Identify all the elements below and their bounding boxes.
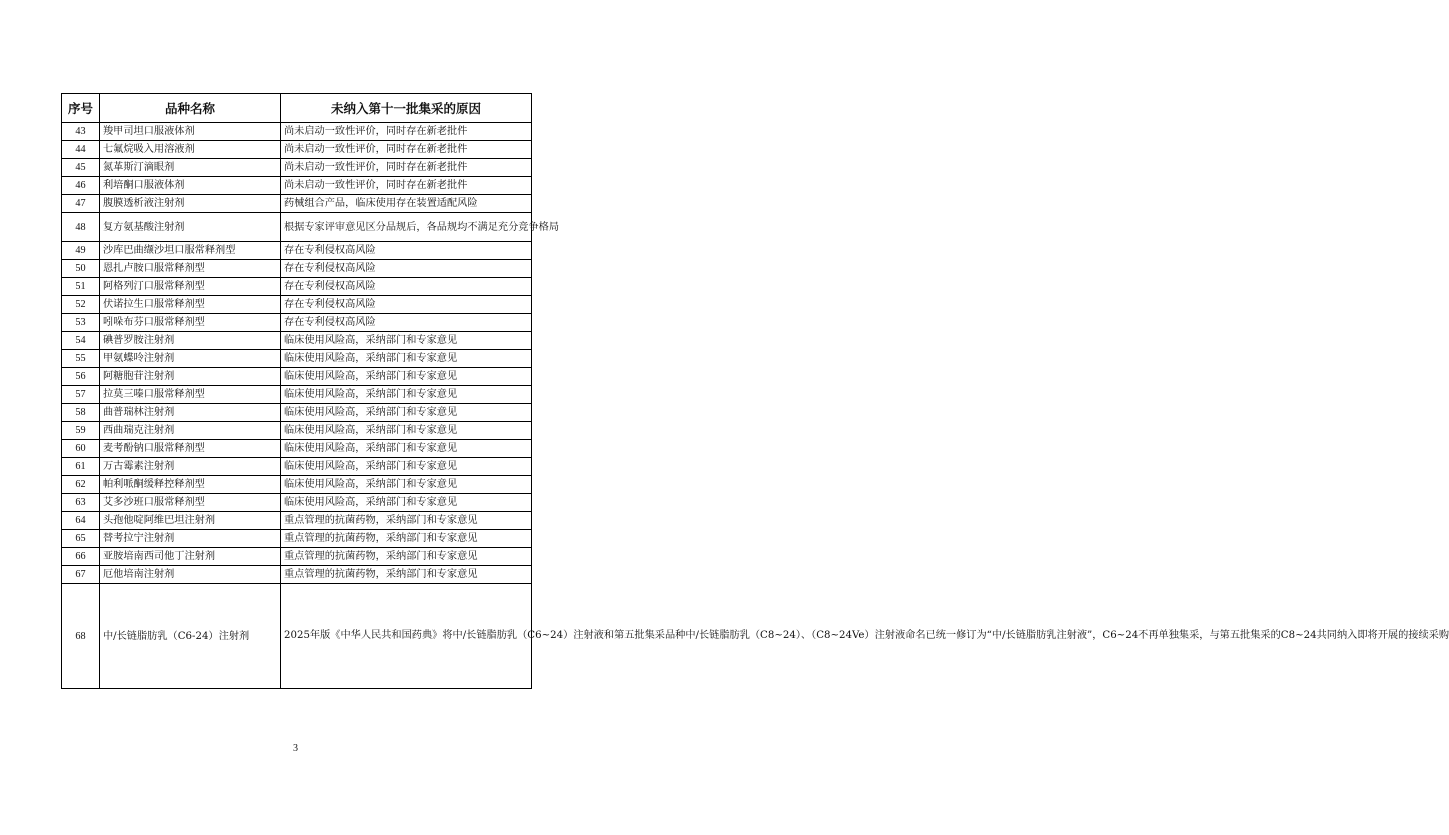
row-drug-name: 中/长链脂肪乳（C6-24）注射剂 — [100, 584, 281, 689]
table-row — [62, 278, 532, 296]
table-row — [62, 476, 532, 494]
table-row — [62, 141, 532, 159]
row-reason: 尚未启动一致性评价，同时存在新老批件 — [281, 159, 532, 177]
row-drug-name: 麦考酚钠口服常释剂型 — [100, 440, 281, 458]
table-row — [62, 440, 532, 458]
table-row — [62, 195, 532, 213]
table-row — [62, 512, 532, 530]
row-reason: 尚未启动一致性评价，同时存在新老批件 — [281, 177, 532, 195]
table-row — [62, 458, 532, 476]
row-reason: 存在专利侵权高风险 — [281, 260, 532, 278]
row-number: 47 — [62, 195, 100, 213]
row-reason: 临床使用风险高，采纳部门和专家意见 — [281, 440, 532, 458]
row-reason: 重点管理的抗菌药物，采纳部门和专家意见 — [281, 548, 532, 566]
row-reason: 存在专利侵权高风险 — [281, 278, 532, 296]
row-drug-name: 七氟烷吸入用溶液剂 — [100, 141, 281, 159]
table-row — [62, 386, 532, 404]
header-serial: 序号 — [62, 94, 100, 123]
row-drug-name: 厄他培南注射剂 — [100, 566, 281, 584]
row-reason: 临床使用风险高，采纳部门和专家意见 — [281, 332, 532, 350]
row-drug-name: 羧甲司坦口服液体剂 — [100, 123, 281, 141]
row-number: 51 — [62, 278, 100, 296]
row-number: 60 — [62, 440, 100, 458]
row-reason: 临床使用风险高，采纳部门和专家意见 — [281, 494, 532, 512]
row-reason: 存在专利侵权高风险 — [281, 314, 532, 332]
table-header-row — [62, 94, 532, 123]
table-row — [62, 177, 532, 195]
row-drug-name: 帕利哌酮缓释控释剂型 — [100, 476, 281, 494]
row-reason: 尚未启动一致性评价，同时存在新老批件 — [281, 141, 532, 159]
row-number: 53 — [62, 314, 100, 332]
row-reason: 重点管理的抗菌药物，采纳部门和专家意见 — [281, 566, 532, 584]
row-drug-name: 利培酮口服液体剂 — [100, 177, 281, 195]
row-reason: 临床使用风险高，采纳部门和专家意见 — [281, 404, 532, 422]
row-drug-name: 西曲瑞克注射剂 — [100, 422, 281, 440]
row-number: 46 — [62, 177, 100, 195]
row-drug-name: 阿格列汀口服常释剂型 — [100, 278, 281, 296]
row-drug-name: 吲哚布芬口服常释剂型 — [100, 314, 281, 332]
row-drug-name: 阿糖胞苷注射剂 — [100, 368, 281, 386]
row-number: 67 — [62, 566, 100, 584]
row-reason: 药械组合产品，临床使用存在装置适配风险 — [281, 195, 532, 213]
row-reason: 临床使用风险高，采纳部门和专家意见 — [281, 458, 532, 476]
row-reason: 存在专利侵权高风险 — [281, 296, 532, 314]
row-number: 63 — [62, 494, 100, 512]
table-row — [62, 350, 532, 368]
table-row — [62, 422, 532, 440]
row-reason: 临床使用风险高，采纳部门和专家意见 — [281, 368, 532, 386]
page-number: 3 — [293, 743, 298, 754]
row-number: 59 — [62, 422, 100, 440]
table-row — [62, 213, 532, 242]
table-row — [62, 404, 532, 422]
row-drug-name: 头孢他啶阿维巴坦注射剂 — [100, 512, 281, 530]
row-number: 49 — [62, 242, 100, 260]
row-reason: 重点管理的抗菌药物，采纳部门和专家意见 — [281, 530, 532, 548]
row-reason: 临床使用风险高，采纳部门和专家意见 — [281, 386, 532, 404]
row-reason: 尚未启动一致性评价，同时存在新老批件 — [281, 123, 532, 141]
row-number: 50 — [62, 260, 100, 278]
row-reason: 临床使用风险高，采纳部门和专家意见 — [281, 476, 532, 494]
table-row — [62, 494, 532, 512]
row-number: 43 — [62, 123, 100, 141]
row-number: 61 — [62, 458, 100, 476]
drug-table — [61, 93, 1449, 689]
row-drug-name: 伏诺拉生口服常释剂型 — [100, 296, 281, 314]
row-number: 66 — [62, 548, 100, 566]
row-drug-name: 腹膜透析液注射剂 — [100, 195, 281, 213]
row-drug-name: 碘普罗胺注射剂 — [100, 332, 281, 350]
row-drug-name: 拉莫三嗪口服常释剂型 — [100, 386, 281, 404]
row-number: 44 — [62, 141, 100, 159]
table-row — [62, 332, 532, 350]
row-drug-name: 氮革斯汀滴眼剂 — [100, 159, 281, 177]
row-number: 62 — [62, 476, 100, 494]
table-row — [62, 242, 532, 260]
row-drug-name: 恩扎卢胺口服常释剂型 — [100, 260, 281, 278]
row-reason: 根据专家评审意见区分品规后，各品规均不满足充分竞争格局 — [281, 213, 532, 242]
table-row — [62, 123, 532, 141]
row-number: 48 — [62, 213, 100, 242]
row-number: 64 — [62, 512, 100, 530]
row-reason: 重点管理的抗菌药物，采纳部门和专家意见 — [281, 512, 532, 530]
header-reason: 未纳入第十一批集采的原因 — [281, 94, 532, 123]
row-number: 55 — [62, 350, 100, 368]
row-drug-name: 沙库巴曲缬沙坦口服常释剂型 — [100, 242, 281, 260]
row-number: 45 — [62, 159, 100, 177]
row-number: 58 — [62, 404, 100, 422]
row-drug-name: 亚胺培南西司他丁注射剂 — [100, 548, 281, 566]
row-drug-name: 替考拉宁注射剂 — [100, 530, 281, 548]
row-reason: 临床使用风险高，采纳部门和专家意见 — [281, 350, 532, 368]
row-drug-name: 万古霉素注射剂 — [100, 458, 281, 476]
row-number: 65 — [62, 530, 100, 548]
row-number: 54 — [62, 332, 100, 350]
row-number: 56 — [62, 368, 100, 386]
table-row — [62, 530, 532, 548]
row-reason: 存在专利侵权高风险 — [281, 242, 532, 260]
table-row — [62, 548, 532, 566]
row-reason: 2025年版《中华人民共和国药典》将中/长链脂肪乳（C6~24）注射液和第五批集采品种中/长链脂肪乳（C8~24）、（C8~24Ve）注射液命名已统一修订为“中/长链脂肪乳注射液”，C6~24不再单独集采，与第五批集采的C8~24共同纳入即将开展的接续采购 — [281, 584, 532, 689]
header-drug-name: 品种名称 — [100, 94, 281, 123]
table-row — [62, 159, 532, 177]
row-number: 57 — [62, 386, 100, 404]
row-drug-name: 复方氨基酸注射剂 — [100, 213, 281, 242]
row-drug-name: 艾多沙班口服常释剂型 — [100, 494, 281, 512]
table-row — [62, 584, 532, 689]
row-reason: 临床使用风险高，采纳部门和专家意见 — [281, 422, 532, 440]
row-number: 68 — [62, 584, 100, 689]
table-row — [62, 296, 532, 314]
table-row — [62, 260, 532, 278]
row-drug-name: 曲普瑞林注射剂 — [100, 404, 281, 422]
row-number: 52 — [62, 296, 100, 314]
table-row — [62, 368, 532, 386]
row-drug-name: 甲氨蝶呤注射剂 — [100, 350, 281, 368]
table-row — [62, 314, 532, 332]
table-row — [62, 566, 532, 584]
